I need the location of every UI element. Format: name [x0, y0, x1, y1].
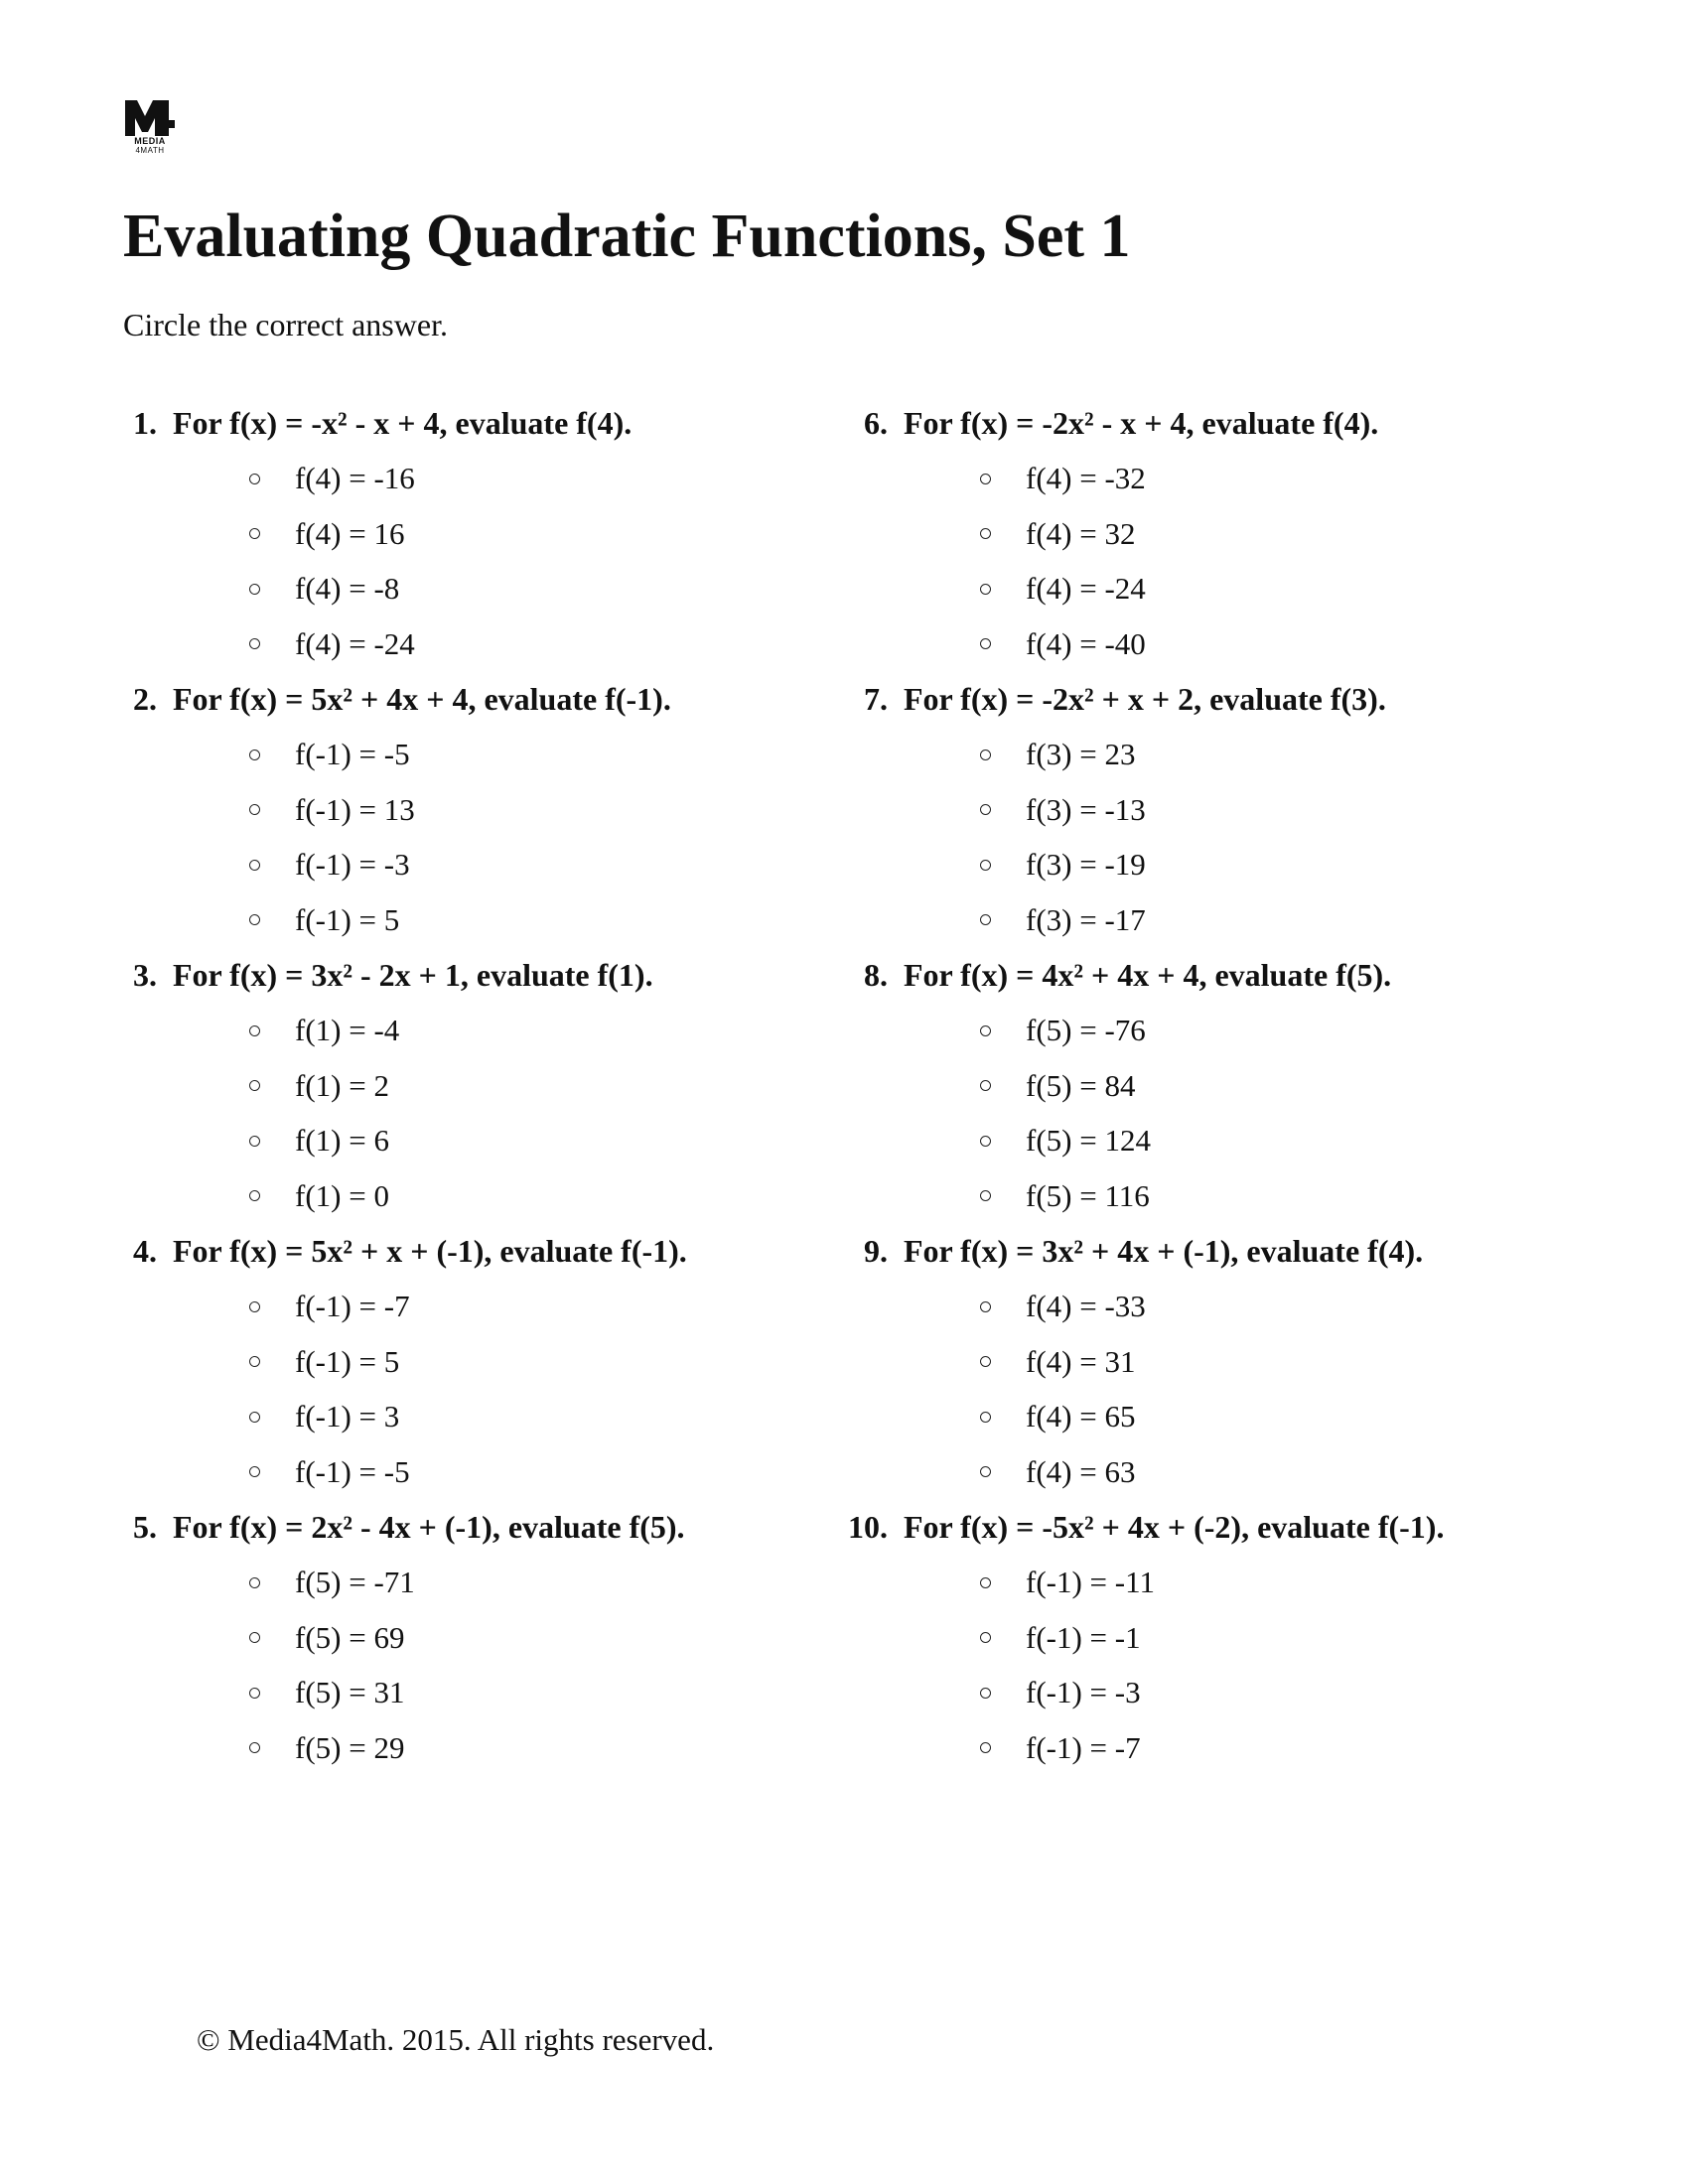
- logo-text-4math: 4MATH: [135, 146, 165, 155]
- answer-option-label: f(-1) = -3: [1026, 1675, 1141, 1709]
- radio-circle-icon[interactable]: [980, 1301, 991, 1312]
- answer-option[interactable]: [854, 1720, 1589, 1776]
- radio-circle-icon[interactable]: [980, 528, 991, 539]
- problem-number: 7.: [864, 681, 888, 717]
- answer-option-label: f(4) = -24: [295, 625, 415, 661]
- answer-option-label: f(5) = 116: [1026, 1177, 1150, 1213]
- radio-circle-icon[interactable]: [249, 1025, 260, 1036]
- radio-circle-icon[interactable]: [249, 750, 260, 760]
- radio-circle-icon[interactable]: [980, 1466, 991, 1477]
- answer-option[interactable]: [854, 1444, 1589, 1500]
- radio-circle-icon[interactable]: [249, 584, 260, 595]
- answer-option[interactable]: [854, 1334, 1589, 1390]
- problem-item: [123, 395, 858, 671]
- answer-option-label: f(-1) = -3: [295, 847, 410, 882]
- answer-option-label: f(-1) = 5: [295, 901, 400, 937]
- problem-number: 4.: [133, 1233, 157, 1269]
- answer-option[interactable]: [123, 1720, 858, 1776]
- radio-circle-icon[interactable]: [980, 1577, 991, 1588]
- radio-circle-icon[interactable]: [980, 584, 991, 595]
- media4math-logo: [123, 98, 177, 156]
- problem-question: [854, 1223, 1589, 1279]
- radio-circle-icon[interactable]: [980, 1025, 991, 1036]
- problem-prompt: For f(x) = -2x² + x + 2, evaluate f(3).: [904, 681, 1386, 717]
- answer-option-label: f(-1) = -7: [295, 1289, 410, 1323]
- answer-option[interactable]: [123, 1058, 858, 1114]
- answer-option[interactable]: [123, 1555, 858, 1610]
- radio-circle-icon[interactable]: [980, 1742, 991, 1753]
- radio-circle-icon[interactable]: [249, 860, 260, 871]
- radio-circle-icon[interactable]: [249, 1632, 260, 1643]
- answer-option-label: f(4) = -40: [1026, 625, 1146, 661]
- radio-circle-icon[interactable]: [980, 1688, 991, 1699]
- problem-question: [848, 1499, 1589, 1555]
- answer-option[interactable]: [854, 1665, 1589, 1720]
- radio-circle-icon[interactable]: [980, 860, 991, 871]
- problem-prompt: For f(x) = 5x² + 4x + 4, evaluate f(-1).: [173, 681, 671, 717]
- answer-option[interactable]: [854, 837, 1589, 892]
- answer-option[interactable]: [123, 1389, 858, 1444]
- problem-item: [848, 1499, 1589, 1775]
- radio-circle-icon[interactable]: [249, 474, 260, 484]
- radio-circle-icon[interactable]: [980, 1136, 991, 1147]
- answer-option[interactable]: [854, 1058, 1589, 1114]
- answer-option[interactable]: [854, 561, 1589, 616]
- problem-prompt: For f(x) = -2x² - x + 4, evaluate f(4).: [904, 405, 1379, 441]
- problem-item: [854, 947, 1589, 1223]
- answer-option-label: f(-1) = -1: [1026, 1619, 1141, 1655]
- problem-item: [123, 947, 858, 1223]
- answer-option-label: f(4) = -16: [295, 461, 415, 495]
- radio-circle-icon[interactable]: [980, 804, 991, 815]
- problem-prompt: For f(x) = -5x² + 4x + (-2), evaluate f(-1).: [904, 1509, 1445, 1545]
- instructions: Circle the correct answer.: [123, 307, 448, 342]
- answer-option[interactable]: [854, 782, 1589, 838]
- answer-option-label: f(4) = 65: [1026, 1399, 1136, 1433]
- problem-item: [123, 1223, 858, 1499]
- radio-circle-icon[interactable]: [249, 1742, 260, 1753]
- radio-circle-icon[interactable]: [249, 1190, 260, 1201]
- answer-option[interactable]: [123, 892, 858, 948]
- answer-option-label: f(5) = -71: [295, 1565, 415, 1599]
- problems-column-right: [848, 395, 1589, 1775]
- answer-option-label: f(3) = -17: [1026, 901, 1146, 937]
- answer-option-label: f(4) = 63: [1026, 1453, 1136, 1489]
- answer-option-label: f(3) = -13: [1026, 791, 1146, 827]
- answer-option[interactable]: [123, 1168, 858, 1224]
- answer-option-label: f(-1) = -5: [295, 1453, 410, 1489]
- answer-option[interactable]: [123, 616, 858, 672]
- radio-circle-icon[interactable]: [249, 1136, 260, 1147]
- answer-option[interactable]: [123, 451, 858, 506]
- answer-option[interactable]: [854, 1113, 1589, 1168]
- problem-question: [854, 395, 1589, 451]
- radio-circle-icon[interactable]: [249, 1412, 260, 1423]
- problem-item: [123, 671, 858, 947]
- answer-option[interactable]: [123, 506, 858, 562]
- radio-circle-icon[interactable]: [249, 1577, 260, 1588]
- problem-number: 3.: [133, 957, 157, 993]
- answer-option[interactable]: [854, 1389, 1589, 1444]
- problem-question: [123, 947, 858, 1003]
- problem-prompt: For f(x) = 3x² + 4x + (-1), evaluate f(4).: [904, 1233, 1424, 1269]
- answer-option-label: f(4) = -24: [1026, 571, 1146, 606]
- radio-circle-icon[interactable]: [249, 638, 260, 649]
- m4-logo-mark: [123, 98, 177, 136]
- answer-option-label: f(5) = 124: [1026, 1123, 1151, 1158]
- radio-circle-icon[interactable]: [249, 1356, 260, 1367]
- radio-circle-icon[interactable]: [980, 1356, 991, 1367]
- radio-circle-icon[interactable]: [980, 1412, 991, 1423]
- problem-number: 10.: [848, 1509, 888, 1545]
- answer-option-label: f(-1) = -7: [1026, 1729, 1141, 1765]
- radio-circle-icon[interactable]: [249, 1301, 260, 1312]
- problem-question: [123, 671, 858, 727]
- problem-item: [854, 1223, 1589, 1499]
- problem-prompt: For f(x) = 3x² - 2x + 1, evaluate f(1).: [173, 957, 653, 993]
- problem-number: 9.: [864, 1233, 888, 1269]
- answer-option[interactable]: [854, 1610, 1589, 1666]
- radio-circle-icon[interactable]: [980, 474, 991, 484]
- answer-option-label: f(4) = 16: [295, 515, 405, 551]
- problem-number: 2.: [133, 681, 157, 717]
- answer-option[interactable]: [123, 727, 858, 782]
- radio-circle-icon[interactable]: [249, 1466, 260, 1477]
- radio-circle-icon[interactable]: [249, 804, 260, 815]
- radio-circle-icon[interactable]: [980, 1080, 991, 1091]
- problem-question: [123, 1499, 858, 1555]
- answer-option-label: f(5) = 69: [295, 1619, 405, 1655]
- answer-option[interactable]: [854, 506, 1589, 562]
- radio-circle-icon[interactable]: [980, 638, 991, 649]
- problem-prompt: For f(x) = 2x² - 4x + (-1), evaluate f(5).: [173, 1509, 685, 1545]
- radio-circle-icon[interactable]: [980, 914, 991, 925]
- radio-circle-icon[interactable]: [249, 914, 260, 925]
- problem-number: 5.: [133, 1509, 157, 1545]
- problem-number: 6.: [864, 405, 888, 441]
- problem-item: [854, 671, 1589, 947]
- radio-circle-icon[interactable]: [249, 1080, 260, 1091]
- radio-circle-icon[interactable]: [980, 1190, 991, 1201]
- answer-option-label: f(5) = 29: [295, 1729, 405, 1765]
- answer-option[interactable]: [123, 1665, 858, 1720]
- problem-prompt: For f(x) = 5x² + x + (-1), evaluate f(-1).: [173, 1233, 687, 1269]
- answer-option[interactable]: [123, 1610, 858, 1666]
- answer-option-label: f(1) = -4: [295, 1013, 400, 1047]
- problem-item: [854, 395, 1589, 671]
- answer-option-label: f(4) = -32: [1026, 461, 1146, 495]
- answer-option-label: f(5) = 84: [1026, 1067, 1136, 1103]
- answer-option-label: f(1) = 0: [295, 1177, 389, 1213]
- problem-prompt: For f(x) = -x² - x + 4, evaluate f(4).: [173, 405, 633, 441]
- answer-option-label: f(-1) = 5: [295, 1343, 400, 1379]
- answer-option[interactable]: [123, 837, 858, 892]
- answer-option-label: f(-1) = -5: [295, 737, 410, 771]
- problem-question: [854, 947, 1589, 1003]
- answer-option-label: f(4) = -8: [295, 571, 400, 606]
- answer-option-label: f(-1) = 13: [295, 791, 415, 827]
- answer-option-label: f(-1) = -11: [1026, 1565, 1155, 1599]
- problem-question: [854, 671, 1589, 727]
- radio-circle-icon[interactable]: [249, 528, 260, 539]
- answer-option-label: f(3) = 23: [1026, 737, 1136, 771]
- answer-option-label: f(1) = 6: [295, 1123, 389, 1158]
- answer-option[interactable]: [854, 451, 1589, 506]
- answer-option[interactable]: [854, 1003, 1589, 1058]
- answer-option[interactable]: [123, 1279, 858, 1334]
- radio-circle-icon[interactable]: [980, 750, 991, 760]
- answer-option[interactable]: [123, 1003, 858, 1058]
- answer-option-label: f(5) = 31: [295, 1675, 405, 1709]
- answer-option-label: f(4) = 32: [1026, 515, 1136, 551]
- answer-option[interactable]: [123, 782, 858, 838]
- problem-item: [123, 1499, 858, 1775]
- problem-question: [123, 395, 858, 451]
- radio-circle-icon[interactable]: [249, 1688, 260, 1699]
- answer-option[interactable]: [123, 561, 858, 616]
- answer-option[interactable]: [854, 1555, 1589, 1610]
- problem-question: [123, 1223, 858, 1279]
- problem-number: 1.: [133, 405, 157, 441]
- problem-prompt: For f(x) = 4x² + 4x + 4, evaluate f(5).: [904, 957, 1392, 993]
- answer-option[interactable]: [854, 616, 1589, 672]
- answer-option[interactable]: [123, 1334, 858, 1390]
- answer-option[interactable]: [854, 892, 1589, 948]
- answer-option-label: f(5) = -76: [1026, 1013, 1146, 1047]
- answer-option-label: f(4) = -33: [1026, 1289, 1146, 1323]
- page-title: Evaluating Quadratic Functions, Set 1: [123, 203, 1131, 270]
- problems-column-left: [123, 395, 858, 1775]
- answer-option[interactable]: [854, 727, 1589, 782]
- answer-option[interactable]: [123, 1444, 858, 1500]
- answer-option-label: f(3) = -19: [1026, 847, 1146, 882]
- radio-circle-icon[interactable]: [980, 1632, 991, 1643]
- problem-number: 8.: [864, 957, 888, 993]
- answer-option-label: f(4) = 31: [1026, 1343, 1136, 1379]
- copyright-footer: © Media4Math. 2015. All rights reserved.: [197, 2022, 715, 2057]
- answer-option[interactable]: [854, 1168, 1589, 1224]
- answer-option-label: f(-1) = 3: [295, 1399, 400, 1433]
- answer-option[interactable]: [854, 1279, 1589, 1334]
- answer-option[interactable]: [123, 1113, 858, 1168]
- logo-text-media: MEDIA: [134, 136, 166, 146]
- answer-option-label: f(1) = 2: [295, 1067, 389, 1103]
